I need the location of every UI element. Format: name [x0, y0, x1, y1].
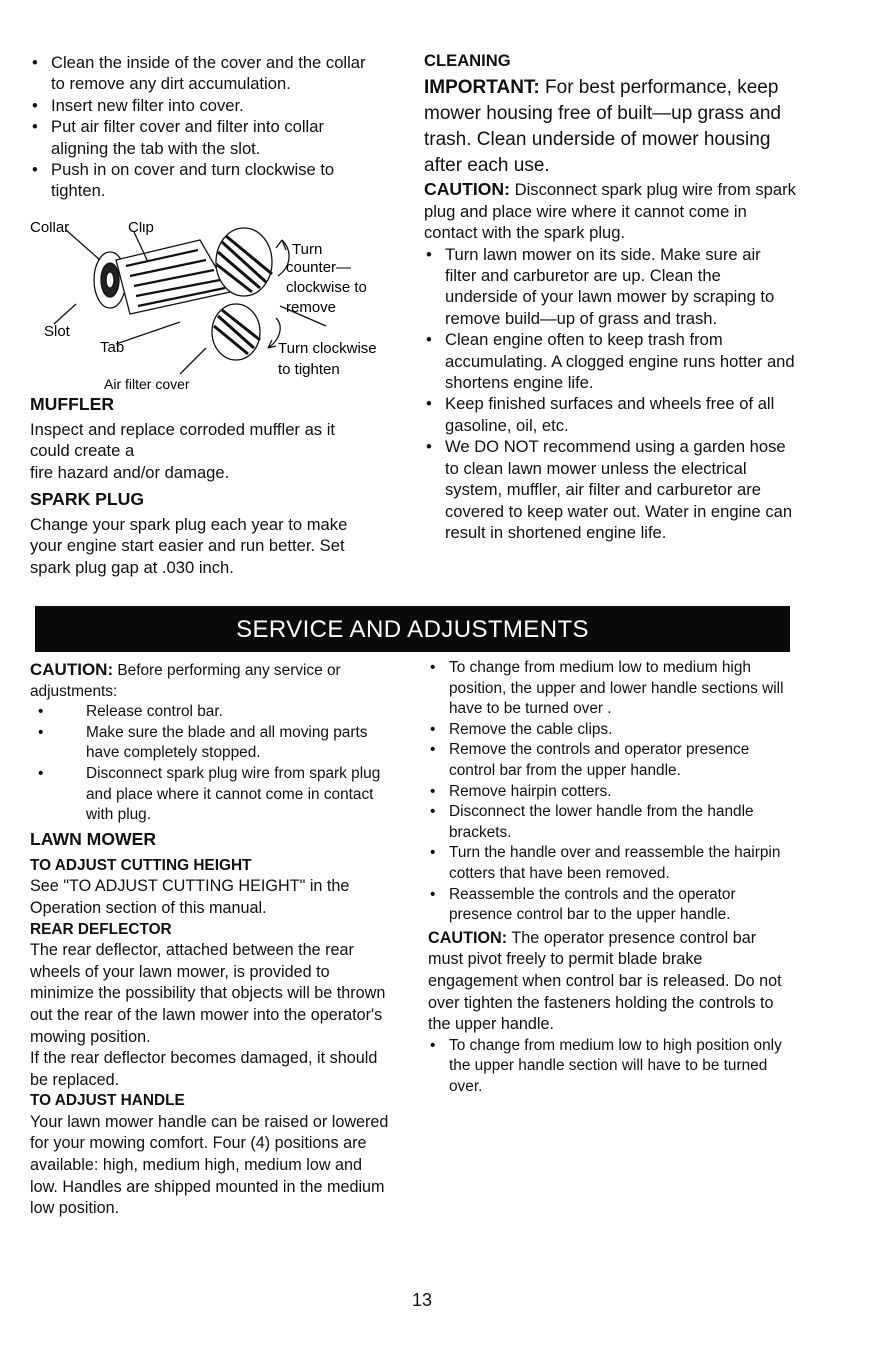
bottom-right-column [428, 658, 792, 1097]
list-item: • We DO NOT recommend using a garden hose to clean lawn mower unless the electrical system, muffler, air filter and carburetor are covered to keep water out. Water in engine can result in shortened engine life. [424, 436, 796, 543]
label-tab: Tab [100, 339, 125, 356]
list-item: • Make sure the blade and all moving parts have completely stopped. [36, 723, 390, 764]
list-item: • Keep finished surfaces and wheels free of all gasoline, oil, etc. [424, 393, 796, 436]
caution-label: CAUTION: [30, 660, 114, 679]
important-text: For best performance, keep mower housing free of built—up grass and trash. Clean underside of mower housing after each use. [424, 77, 781, 177]
cleaning-section [424, 50, 796, 543]
air-filter-steps [30, 52, 375, 202]
label-collar: Collar [30, 222, 70, 236]
label-ccw-1: Turn [292, 241, 323, 258]
list-item: • Reassemble the controls and the operator presence control bar to the upper handle. [428, 885, 786, 926]
label-air-filter-cover: Air filter cover [104, 376, 190, 392]
handle-steps [428, 658, 786, 926]
list-item: • To change from medium low to high position only the upper handle section will have to be turned over. [428, 1036, 792, 1098]
section-title-bar: SERVICE AND ADJUSTMENTS [35, 606, 790, 652]
list-item: • Clean engine often to keep trash from accumulating. A clogged engine runs hotter and shortens engine life. [424, 329, 796, 393]
list-item: • Disconnect the lower handle from the handle brackets. [428, 802, 786, 843]
caution-label: CAUTION: [428, 928, 508, 947]
list-item: • Insert new filter into cover. [30, 95, 375, 116]
spark-plug-heading: SPARK PLUG [30, 489, 145, 509]
important-label: IMPORTANT: [424, 77, 540, 99]
caution-text: The operator presence control bar must pivot freely to permit blade brake engagement when control bar is released. Do not over tighten the fasteners holding the controls to the upper handle. [428, 928, 782, 1034]
handle-caution [428, 928, 792, 1036]
caution-text: Before performing any service or adjustments: [30, 662, 341, 700]
label-ccw-4: remove [286, 299, 337, 316]
list-item: • Turn lawn mower on its side. Make sure air filter and carburetor are up. Clean the underside of your lawn mower by scraping to remove build—up of grass and trash. [424, 244, 796, 330]
muffler-text-1: Inspect and replace corroded muffler as it [30, 420, 335, 439]
top-left-column [30, 52, 400, 202]
cutting-height-text: See "TO ADJUST CUTTING HEIGHT" in the Operation section of this manual. [30, 877, 350, 917]
muffler-text-2: could create a [30, 441, 135, 461]
label-clip: Clip [128, 222, 154, 236]
spark-plug-text: Change your spark plug each year to make your engine start easier and run better. Set spark plug gap at .030 inch. [30, 515, 348, 577]
rear-deflector-heading: REAR DEFLECTOR [30, 920, 172, 938]
list-item: • To change from medium low to medium high position, the upper and lower handle sections will have to be turned over . [428, 658, 786, 720]
muffler-text-3: fire hazard and/or damage. [30, 462, 230, 482]
list-item: • Turn the handle over and reassemble the hairpin cotters that have been removed. [428, 843, 786, 884]
important-note [424, 75, 796, 179]
list-item: • Put air filter cover and filter into collar aligning the tab with the slot. [30, 116, 375, 159]
label-cw-1: Turn clockwise [278, 340, 377, 357]
cleaning-steps [424, 244, 796, 544]
adjust-handle-heading: TO ADJUST HANDLE [30, 1092, 185, 1110]
lawn-mower-heading: LAWN MOWER [30, 828, 157, 849]
spark-plug-section [30, 488, 370, 578]
list-item: • Remove the controls and operator presence control bar from the upper handle. [428, 740, 786, 781]
caution-label: CAUTION: [424, 179, 511, 200]
cleaning-heading: CLEANING [424, 51, 511, 70]
list-item: • Release control bar. [36, 702, 390, 723]
muffler-heading: MUFFLER [30, 394, 115, 414]
label-slot: Slot [44, 323, 70, 340]
caution-text: Disconnect spark plug wire from spark plug and place wire where it cannot come in contact with the spark plug. [424, 180, 796, 243]
handle-steps-2 [428, 1036, 792, 1098]
list-item: • Disconnect spark plug wire from spark plug and place where it cannot come in contact with plug. [36, 764, 390, 826]
muffler-section [30, 393, 400, 483]
bottom-left-column [30, 660, 390, 1220]
rear-deflector-text: The rear deflector, attached between the rear wheels of your lawn mower, is provided to minimize the possibility that objects will be thrown out the rear of the lawn mower into the operator's mowing position. [30, 941, 386, 1046]
page-number: 13 [412, 1290, 433, 1310]
service-caution [30, 660, 390, 702]
adjust-handle-text: Your lawn mower handle can be raised or lowered for your mowing comfort. Four (4) positions are available: high, medium high, medium low and low. Handles are shipped mounted in the medium low position. [30, 1112, 389, 1218]
label-ccw-2: counter— [286, 259, 352, 276]
label-cw-2: to tighten [278, 361, 340, 378]
list-item: • Clean the inside of the cover and the collar to remove any dirt accumulation. [30, 52, 375, 95]
air-filter-diagram [30, 222, 390, 392]
rear-deflector-text-2: If the rear deflector becomes damaged, it should be replaced. [30, 1049, 378, 1089]
service-precautions [36, 702, 390, 826]
list-item: • Remove the cable clips. [428, 720, 786, 741]
list-item: • Push in on cover and turn clockwise to tighten. [30, 159, 375, 202]
cleaning-caution [424, 179, 796, 243]
label-ccw-3: clockwise to [286, 279, 367, 296]
cutting-height-heading: TO ADJUST CUTTING HEIGHT [30, 856, 252, 874]
list-item: • Remove hairpin cotters. [428, 782, 786, 803]
